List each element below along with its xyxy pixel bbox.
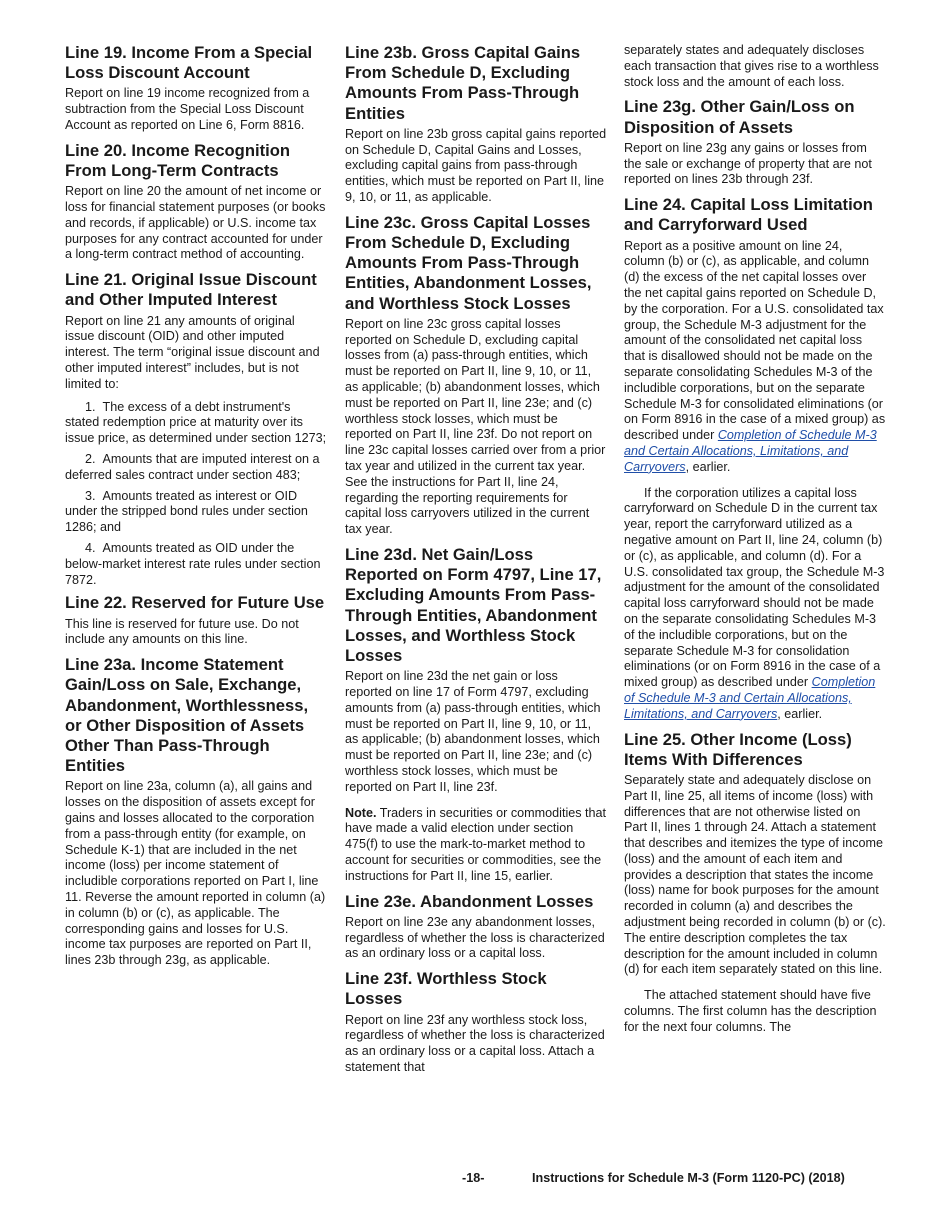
section-line-23f	[345, 969, 607, 1076]
paragraph: Report on line 21 any amounts of original issue discount (OID) and other imputed interest. The term “original issue discount and other imputed interest” includes, but is not limited to:	[65, 313, 320, 391]
section-line-20	[65, 141, 327, 263]
column-3	[624, 43, 886, 1043]
text: Report as a positive amount on line 24, column (b) or (c), as applicable, and column (d) the excess of the net capital losses over the net capital gains reported on Schedule D, by the corporation. For a U.S. consolidated tax group, the Schedule M-3 adjustment for the amount of the consolidated net capital loss that is disallowed should not be made on the separate consolidating Schedules M-3 of the includible corporations, but on the separate Schedule M-3 for consolidated eliminations (or on Form 8916 in the case of a mixed group) as described under	[624, 238, 886, 443]
paragraph: The attached statement should have five columns. The first column has the description for the next four columns. The	[624, 988, 877, 1034]
paragraph: Report on line 23f any worthless stock loss, regardless of whether the loss is characterized as an ordinary loss or a capital loss. Attach a statement that	[345, 1012, 605, 1074]
text: , earlier.	[777, 706, 823, 721]
heading-line-23a: Line 23a. Income Statement Gain/Loss on Sale, Exchange, Abandonment, Worthlessness, or Other Disposition of Assets Other Than Pass-Through Entities	[65, 655, 309, 776]
heading-line-19: Line 19. Income From a Special Loss Discount Account	[65, 43, 313, 83]
completion-of-schedule-link[interactable]: Completion of Schedule M-3 and Certain Allocations, Limitations, and Carryovers	[624, 675, 876, 721]
continued-paragraph: separately states and adequately discloses each transaction that gives rise to a worthless stock loss and the amount of each loss.	[624, 43, 879, 89]
list-item: 1. The excess of a debt instrument's stated redemption price at maturity over its issue price, as determined under section 1273;	[65, 399, 327, 446]
heading-line-23c: Line 23c. Gross Capital Losses From Schedule D, Excluding Amounts From Pass-Through Entities, Abandonment Losses, and Worthless Stock Losses	[345, 212, 592, 313]
heading-line-24: Line 24. Capital Loss Limitation and Carryforward Used	[624, 195, 873, 235]
section-line-22	[65, 593, 327, 648]
paragraph	[624, 239, 886, 476]
document-title: Instructions for Schedule M-3 (Form 1120-PC) (2018)	[532, 1171, 845, 1185]
heading-line-23b: Line 23b. Gross Capital Gains From Schedule D, Excluding Amounts From Pass-Through Entities	[345, 43, 581, 123]
paragraph: Report on line 23b gross capital gains reported on Schedule D, Capital Gains and Losses, excluding capital gains from pass-through entities, which must be reported on Part II, line 9, 10, or 11, as applicable.	[345, 126, 607, 204]
text: , earlier.	[685, 459, 731, 474]
section-line-23c	[345, 213, 607, 538]
paragraph: Report on line 23e any abandonment losses, regardless of whether the loss is characterized as an ordinary loss or a capital loss.	[345, 914, 605, 961]
note-paragraph	[345, 806, 607, 885]
heading-line-20: Line 20. Income Recognition From Long-Term Contracts	[65, 140, 290, 180]
list-item: 4. Amounts treated as OID under the below-market interest rate rules under section 7872.	[65, 540, 321, 587]
list-item: 2. Amounts that are imputed interest on a deferred sales contract under section 483;	[65, 451, 320, 482]
section-line-25	[624, 730, 886, 1036]
column-1	[65, 43, 327, 976]
paragraph: Report on line 23c gross capital losses reported on Schedule D, excluding capital losses from (a) pass-through entities, which must be reported on Part II, line 9, 10, or 11, as applicable; (b) abandonment losses, which must be reported on Part II, line 23e; and (c) worthless stock losses, which must be reported on Part II, line 23f. Do not report on line 23c capital losses carried over from a prior tax year and utilized in the current tax year. See the instructions for Part II, line 24, regarding the reporting requirements for capital loss carryovers utilized in the current tax year.	[345, 316, 606, 537]
heading-line-23f: Line 23f. Worthless Stock Losses	[345, 969, 547, 1009]
section-line-23e	[345, 892, 607, 963]
heading-line-23g: Line 23g. Other Gain/Loss on Disposition of Assets	[624, 97, 855, 137]
page-number: -18-	[462, 1171, 485, 1185]
paragraph: Report on line 23g any gains or losses from the sale or exchange of property that are not reported on lines 23b through 23f.	[624, 140, 872, 187]
section-line-21	[65, 270, 327, 588]
list-item: 3. Amounts treated as interest or OID under the stripped bond rules under section 1286; and	[65, 488, 308, 535]
paragraph: Report on line 23d the net gain or loss reported on line 17 of Form 4797, excluding amounts from (a) pass-through entities, which must be reported on Part II, line 9, 10, or 11, as applicable; (b) abandonment losses, which must be reported on Part II, line 23e; and (c) worthless stock losses, which must be reported on Part II, line 23f.	[345, 669, 601, 794]
note-text: Traders in securities or commodities that have made a valid election under section 475(f) to use the mark-to-market method to account for securities or commodities, see the instructions for Part II, line 15, earlier.	[345, 805, 607, 883]
section-line-23a	[65, 655, 327, 969]
heading-line-21: Line 21. Original Issue Discount and Other Imputed Interest	[65, 270, 317, 310]
text: If the corporation utilizes a capital loss carryforward on Schedule D in the current tax year, report the carryforward utilized as a negative amount on Part II, line 24, column (b) or (c), as applicable, and column (d). For a U.S. consolidated tax group, the Schedule M-3 adjustment for the amount of the consolidated capital loss carryforward should not be made on the separate consolidating Schedules M-3 of the includible corporations, but on the separate Schedule M-3 for consolidation eliminations (or on Form 8916 in the case of a mixed group) as described under	[624, 485, 885, 690]
heading-line-23e: Line 23e. Abandonment Losses	[345, 891, 594, 911]
heading-line-22: Line 22. Reserved for Future Use	[65, 593, 325, 613]
section-line-23b	[345, 43, 607, 206]
paragraph: Report on line 19 income recognized from a subtraction from the Special Loss Discount Account as reported on Line 6, Form 8816.	[65, 86, 310, 132]
heading-line-25: Line 25. Other Income (Loss) Items With Differences	[624, 729, 852, 769]
note-label: Note.	[345, 805, 377, 820]
heading-line-23d: Line 23d. Net Gain/Loss Reported on Form 4797, Line 17, Excluding Amounts From Pass-Through Entities, Abandonment Losses, and Worthless Stock Losses	[345, 544, 602, 665]
paragraph: Separately state and adequately disclose on Part II, line 25, all items of income (loss) with differences that are not otherwise listed on Part II, lines 1 through 24. Attach a statement that describes and itemizes the type of income (loss) and the amount of each item and provides a description that states the income (loss) name for book purposes for the amount recorded in column (a) and describes the adjustment being recorded in column (b) or (c). The entire description completes the tax description for the amount included in column (d) for each item separately stated on this line.	[624, 772, 886, 977]
section-line-19	[65, 43, 327, 134]
paragraph: Report on line 20 the amount of net income or loss for financial statement purposes (or books and records, if applicable) or U.S. income tax purposes for any contract accounted for under a long-term contract method of accounting.	[65, 184, 326, 262]
section-line-23d	[345, 545, 607, 885]
paragraph: This line is reserved for future use. Do not include any amounts on this line.	[65, 616, 299, 647]
column-2	[345, 43, 607, 1083]
completion-of-schedule-link[interactable]: Completion of Schedule M-3 and Certain Allocations, Limitations, and Carryovers	[624, 428, 877, 474]
section-line-24	[624, 195, 886, 722]
paragraph: Report on line 23a, column (a), all gains and losses on the disposition of assets except for gains and losses allocated to the corporation from a pass-through entity (for example, on Schedule K-1) that are included in the net income (loss) per income statement of includible corporations reported on Part I, line 11. Reverse the amount reported in column (a) in column (b) or (c), as applicable. The corresponding gains and losses for U.S. income tax purposes are reported on Part II, lines 23b through 23g, as applicable.	[65, 779, 326, 968]
paragraph	[624, 486, 886, 723]
section-line-23g	[624, 97, 886, 188]
